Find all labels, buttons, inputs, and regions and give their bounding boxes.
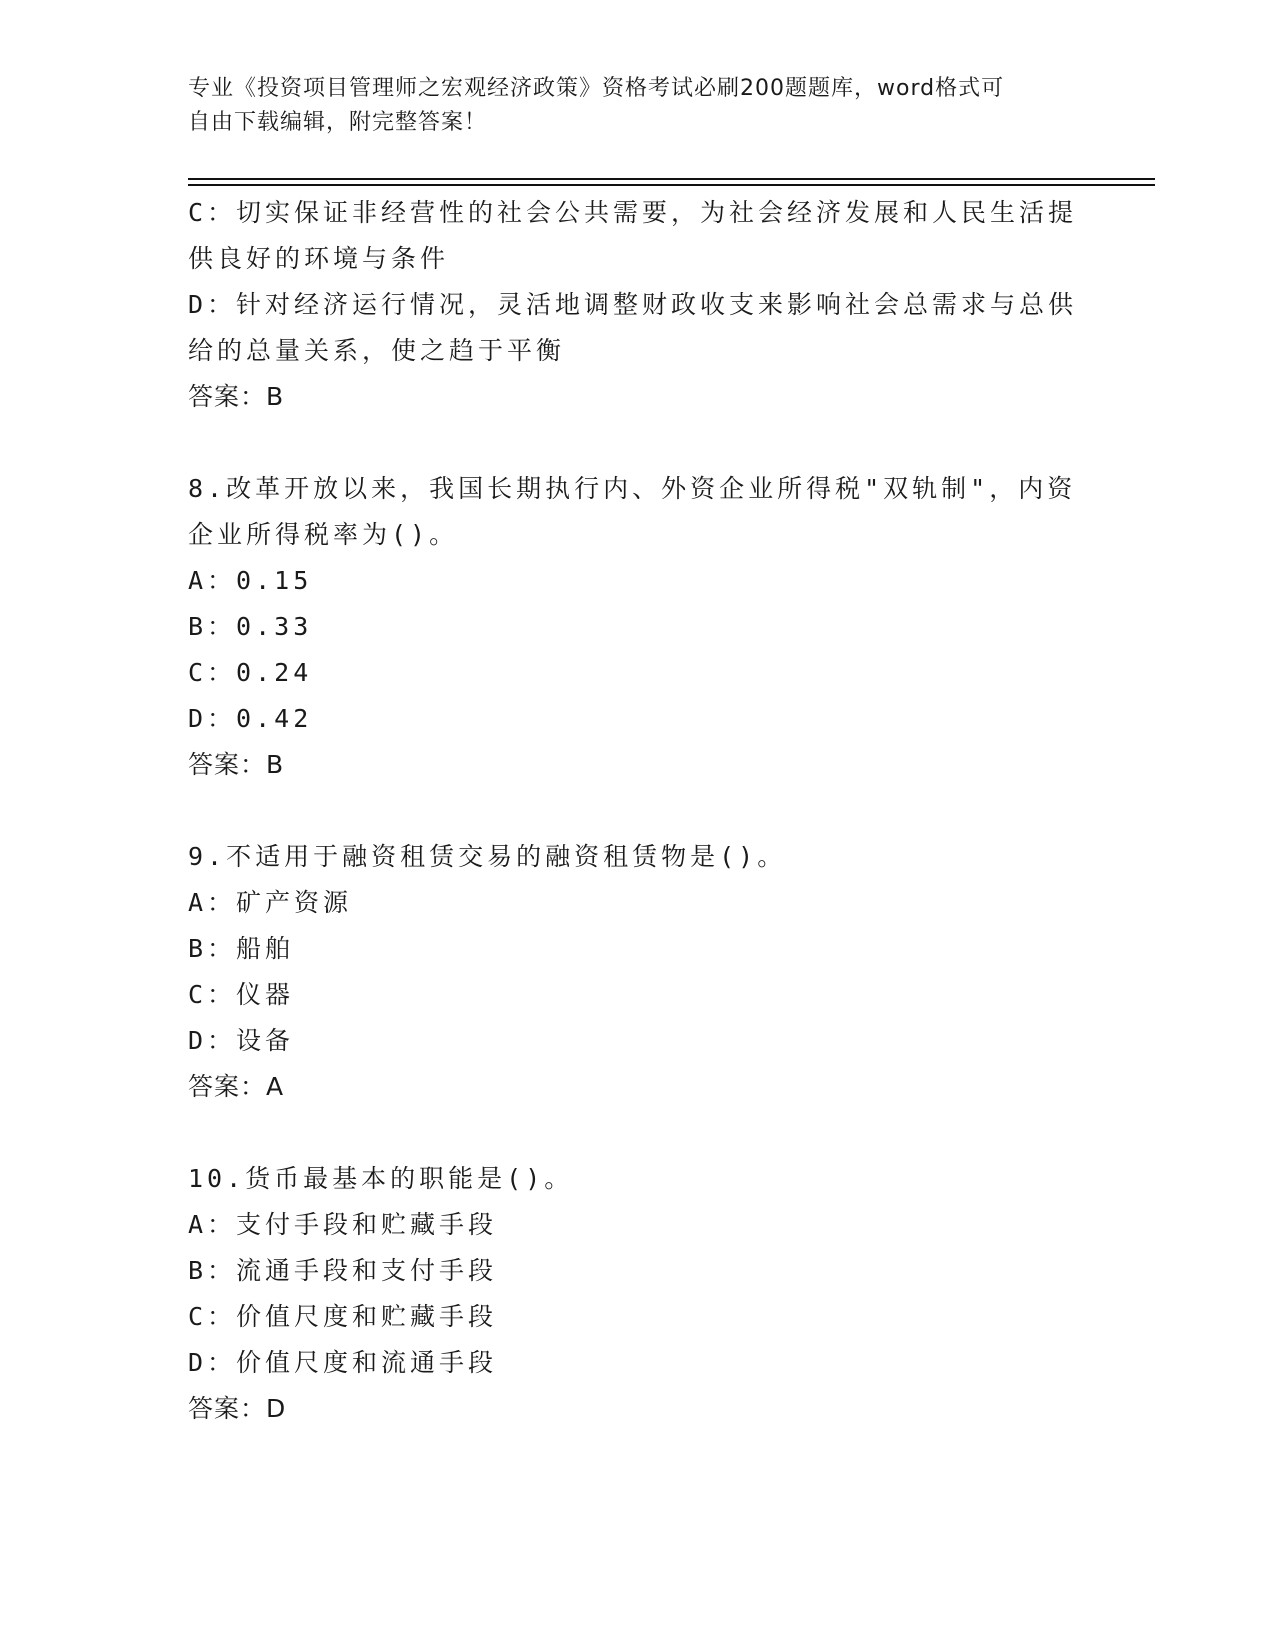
question-stem: 9.不适用于融资租赁交易的融资租赁物是()。 xyxy=(188,842,787,871)
header-divider-bottom xyxy=(188,184,1155,186)
option-b: B：船舶 xyxy=(188,934,295,963)
option-d: D：价值尺度和流通手段 xyxy=(188,1348,498,1377)
option-a: A：支付手段和贮藏手段 xyxy=(188,1210,498,1239)
question-10 xyxy=(188,1156,1088,1432)
option-b: B：流通手段和支付手段 xyxy=(188,1256,498,1285)
option-d-line-1: D：针对经济运行情况，灵活地调整财政收支来影响社会总需求与总供 xyxy=(188,290,1078,319)
answer-line: 答案：B xyxy=(188,750,285,779)
option-b: B：0.33 xyxy=(188,612,313,641)
question-stem: 10.货币最基本的职能是()。 xyxy=(188,1164,574,1193)
option-c: C：价值尺度和贮藏手段 xyxy=(188,1302,498,1331)
option-d-line-2: 给的总量关系，使之趋于平衡 xyxy=(188,336,566,365)
option-c-line-2: 供良好的环境与条件 xyxy=(188,244,450,273)
option-a: A：矿产资源 xyxy=(188,888,353,917)
question-stem-line-2: 企业所得税率为()。 xyxy=(188,520,459,549)
question-8 xyxy=(188,466,1088,788)
answer-line: 答案：A xyxy=(188,1072,285,1101)
header-line-2: 自由下载编辑，附完整答案！ xyxy=(188,110,488,135)
header-divider-top xyxy=(188,178,1155,180)
option-d: D：设备 xyxy=(188,1026,295,1055)
question-stem-line-1: 8.改革开放以来，我国长期执行内、外资企业所得税"双轨制"，内资 xyxy=(188,474,1077,503)
answer-line: 答案：D xyxy=(188,1394,287,1423)
option-d: D：0.42 xyxy=(188,704,313,733)
answer-line: 答案：B xyxy=(188,382,285,411)
question-7 xyxy=(188,190,1088,420)
option-c-line-1: C：切实保证非经营性的社会公共需要，为社会经济发展和人民生活提 xyxy=(188,198,1078,227)
header-line-1: 专业《投资项目管理师之宏观经济政策》资格考试必刷200题题库，word格式可 xyxy=(188,76,1005,101)
spacer xyxy=(188,788,1088,834)
option-c: C：仪器 xyxy=(188,980,295,1009)
question-list xyxy=(188,190,1088,1432)
page-header xyxy=(188,72,1088,140)
option-c: C：0.24 xyxy=(188,658,313,687)
spacer xyxy=(188,420,1088,466)
option-a: A：0.15 xyxy=(188,566,313,595)
spacer xyxy=(188,1110,1088,1156)
question-9 xyxy=(188,834,1088,1110)
